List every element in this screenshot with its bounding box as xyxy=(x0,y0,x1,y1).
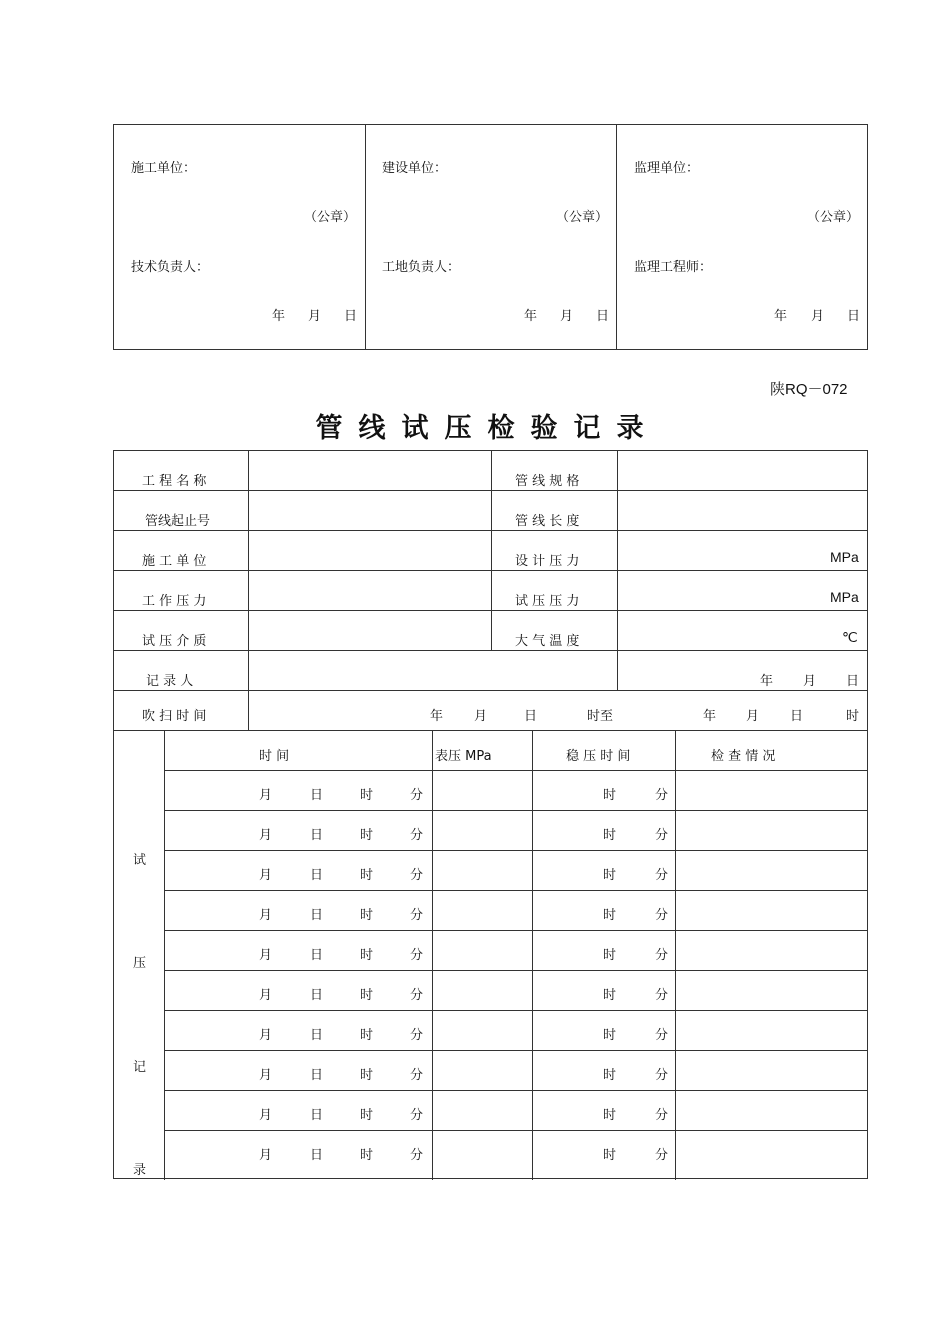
date-month: 月 xyxy=(308,309,322,324)
hold-hour-unit: 时 xyxy=(603,828,617,843)
minute-unit: 分 xyxy=(410,988,424,1003)
site-lead-label: 工地负责人： xyxy=(382,260,461,275)
seal-label: （公章） xyxy=(304,210,357,225)
construction-unit-label: 施工单位： xyxy=(131,161,197,176)
supervision-signature xyxy=(616,125,867,349)
side-label-3: 记 xyxy=(133,1060,147,1075)
minute-unit: 分 xyxy=(410,1028,424,1043)
day-unit: 日 xyxy=(310,868,324,883)
date-day: 日 xyxy=(596,309,610,324)
test-medium-label: 试 压 介 质 xyxy=(142,634,207,649)
hold-minute-unit: 分 xyxy=(655,1148,669,1163)
month-unit: 月 xyxy=(259,788,273,803)
builder-signature xyxy=(365,125,617,349)
hold-minute-unit: 分 xyxy=(655,788,669,803)
form-code: 陕RQ－072 xyxy=(770,381,848,398)
day-unit: 日 xyxy=(310,948,324,963)
page-title: 管线试压检验记录 xyxy=(315,413,660,444)
recorder-label: 记 录 人 xyxy=(146,674,194,689)
purge-from-year: 年 xyxy=(430,709,444,724)
check-header: 检 查 情 况 xyxy=(711,749,776,764)
month-unit: 月 xyxy=(259,988,273,1003)
hour-unit: 时 xyxy=(360,1148,374,1163)
hold-minute-unit: 分 xyxy=(655,1028,669,1043)
hour-unit: 时 xyxy=(360,988,374,1003)
hour-unit: 时 xyxy=(360,788,374,803)
hour-unit: 时 xyxy=(360,828,374,843)
hold-minute-unit: 分 xyxy=(655,868,669,883)
hold-hour-unit: 时 xyxy=(603,1028,617,1043)
date-month: 月 xyxy=(560,309,574,324)
air-temp-unit: ℃ xyxy=(842,629,858,645)
project-name-label: 工 程 名 称 xyxy=(142,474,207,489)
hour-unit: 时 xyxy=(360,1028,374,1043)
month-unit: 月 xyxy=(259,908,273,923)
hold-hour-unit: 时 xyxy=(603,1068,617,1083)
day-unit: 日 xyxy=(310,908,324,923)
hour-unit: 时 xyxy=(360,1068,374,1083)
day-unit: 日 xyxy=(310,1148,324,1163)
hour-unit: 时 xyxy=(360,948,374,963)
minute-unit: 分 xyxy=(410,908,424,923)
seal-label: （公章） xyxy=(807,210,860,225)
minute-unit: 分 xyxy=(410,1108,424,1123)
side-label-2: 压 xyxy=(133,956,147,971)
hold-hour-unit: 时 xyxy=(603,868,617,883)
month-unit: 月 xyxy=(259,828,273,843)
hold-minute-unit: 分 xyxy=(655,1108,669,1123)
seal-label: （公章） xyxy=(556,210,609,225)
purge-to-hour: 时 xyxy=(846,709,860,724)
purge-to-month: 月 xyxy=(746,709,760,724)
month-unit: 月 xyxy=(259,1028,273,1043)
day-unit: 日 xyxy=(310,788,324,803)
air-temp-label: 大 气 温 度 xyxy=(515,634,580,649)
minute-unit: 分 xyxy=(410,948,424,963)
hour-unit: 时 xyxy=(360,1108,374,1123)
month-unit: 月 xyxy=(259,1108,273,1123)
day-unit: 日 xyxy=(310,988,324,1003)
side-label-4: 录 xyxy=(133,1163,147,1178)
recorder-date-month: 月 xyxy=(803,674,817,689)
side-label-1: 试 xyxy=(133,853,147,868)
date-month: 月 xyxy=(811,309,825,324)
minute-unit: 分 xyxy=(410,828,424,843)
date-year: 年 xyxy=(774,309,788,324)
tech-lead-label: 技术负责人： xyxy=(131,260,210,275)
hold-minute-unit: 分 xyxy=(655,1068,669,1083)
construction-unit-label: 施 工 单 位 xyxy=(142,554,207,569)
date-year: 年 xyxy=(272,309,286,324)
hold-hour-unit: 时 xyxy=(603,788,617,803)
design-pressure-label: 设 计 压 力 xyxy=(515,554,580,569)
date-year: 年 xyxy=(524,309,538,324)
purge-to-year: 年 xyxy=(703,709,717,724)
hold-minute-unit: 分 xyxy=(655,988,669,1003)
hold-hour-unit: 时 xyxy=(603,1108,617,1123)
hold-minute-unit: 分 xyxy=(655,948,669,963)
hold-hour-unit: 时 xyxy=(603,1148,617,1163)
pipe-length-label: 管 线 长 度 xyxy=(515,514,580,529)
minute-unit: 分 xyxy=(410,868,424,883)
test-pressure-unit: MPa xyxy=(830,589,859,605)
hold-hour-unit: 时 xyxy=(603,948,617,963)
signature-block xyxy=(113,124,868,350)
purge-from-month: 月 xyxy=(474,709,488,724)
hold-minute-unit: 分 xyxy=(655,908,669,923)
supervisor-label: 监理工程师： xyxy=(634,260,713,275)
design-pressure-unit: MPa xyxy=(830,549,859,565)
day-unit: 日 xyxy=(310,1068,324,1083)
test-pressure-label: 试 压 压 力 xyxy=(515,594,580,609)
time-header: 时 间 xyxy=(259,749,290,764)
hold-minute-unit: 分 xyxy=(655,828,669,843)
month-unit: 月 xyxy=(259,1068,273,1083)
hold-hour-unit: 时 xyxy=(603,908,617,923)
gauge-header: 表压 MPa xyxy=(435,749,492,764)
minute-unit: 分 xyxy=(410,788,424,803)
day-unit: 日 xyxy=(310,1028,324,1043)
hold-hour-unit: 时 xyxy=(603,988,617,1003)
hour-unit: 时 xyxy=(360,908,374,923)
work-pressure-label: 工 作 压 力 xyxy=(142,594,207,609)
supervision-unit-label: 监理单位： xyxy=(634,161,700,176)
date-day: 日 xyxy=(344,309,358,324)
purge-time-label: 吹 扫 时 间 xyxy=(142,709,207,724)
date-day: 日 xyxy=(847,309,861,324)
construction-signature xyxy=(114,125,365,349)
purge-to-day: 日 xyxy=(790,709,804,724)
month-unit: 月 xyxy=(259,948,273,963)
pipe-start-end-label: 管线起止号 xyxy=(145,514,211,529)
minute-unit: 分 xyxy=(410,1148,424,1163)
month-unit: 月 xyxy=(259,1148,273,1163)
minute-unit: 分 xyxy=(410,1068,424,1083)
purge-from-day: 日 xyxy=(524,709,538,724)
purge-from-hour: 时至 xyxy=(587,709,614,724)
month-unit: 月 xyxy=(259,868,273,883)
test-record-table xyxy=(113,450,868,1179)
pipe-spec-label: 管 线 规 格 xyxy=(515,474,580,489)
recorder-date-day: 日 xyxy=(846,674,860,689)
hour-unit: 时 xyxy=(360,868,374,883)
recorder-date-year: 年 xyxy=(760,674,774,689)
day-unit: 日 xyxy=(310,1108,324,1123)
hold-header: 稳 压 时 间 xyxy=(566,749,631,764)
day-unit: 日 xyxy=(310,828,324,843)
builder-unit-label: 建设单位： xyxy=(382,161,448,176)
